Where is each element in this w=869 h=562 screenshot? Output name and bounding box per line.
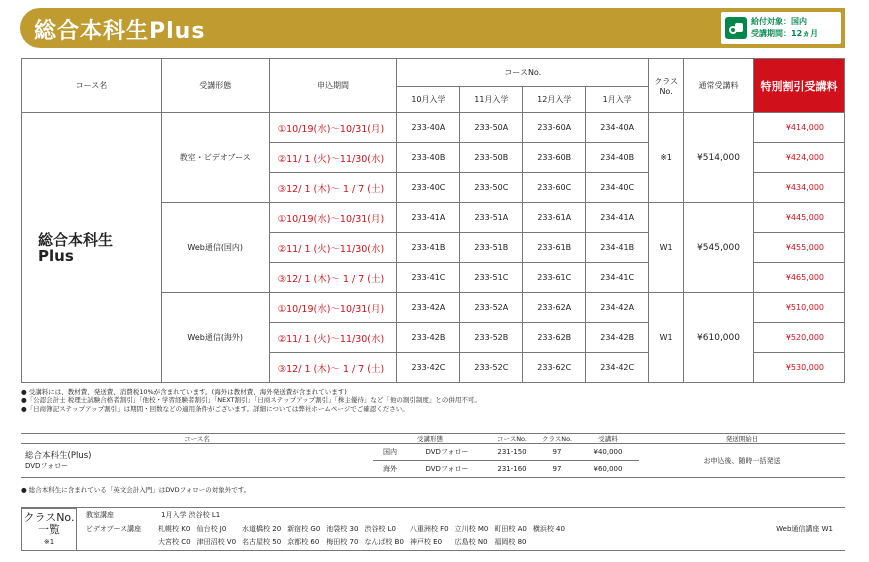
campus-code: 町田校 A0 [494, 525, 527, 533]
campus-code: 水道橋校 20 [242, 525, 282, 533]
campus-code: なんば校 B0 [364, 538, 404, 546]
campus-code: 名古屋校 50 [242, 538, 282, 546]
course-no-cell: 233-52B [460, 323, 523, 353]
dvd-col-course-name: コース名 [21, 434, 373, 444]
col-dec: 12月入学 [523, 87, 586, 113]
dvd-note: ● 総合本科生に含まれている「英文会計入門」はDVDフォローの対象外です。 [21, 486, 251, 494]
course-no-cell: 234-42A [586, 293, 649, 323]
campus-code: 大宮校 C0 [158, 538, 191, 546]
course-no-cell: 234-41C [586, 263, 649, 293]
normal-fee-cell: ¥610,000 [684, 293, 754, 383]
campus-code: 八重洲校 F0 [409, 525, 449, 533]
classroom-value: 1月入学 渋谷校 L1 [161, 511, 221, 519]
course-no-cell: 233-40A [397, 113, 460, 143]
dvd-course-sub: DVDフォロー [25, 461, 69, 470]
campus-code [533, 536, 571, 549]
course-no-cell: 233-51C [460, 263, 523, 293]
special-fee-cell: ¥424,000 [754, 143, 845, 173]
classroom-label: 教室講座 [86, 511, 114, 519]
dvd-form: DVDフォロー [407, 461, 487, 478]
benefit-icon [725, 17, 747, 39]
course-no-cell: 233-50B [460, 143, 523, 173]
course-no-cell: 233-41A [397, 203, 460, 233]
period-cell: ③12/ 1 (木)～ 1 / 7 (土) [269, 263, 397, 293]
col-period: 申込期間 [269, 59, 397, 113]
campus-code: 札幌校 K0 [158, 525, 191, 533]
period-cell: ③12/ 1 (木)～ 1 / 7 (土) [269, 353, 397, 383]
special-fee-cell: ¥455,000 [754, 233, 845, 263]
class-list [21, 507, 845, 551]
course-no-cell: 234-41A [586, 203, 649, 233]
campus-code: 立川校 M0 [454, 525, 489, 533]
col-oct: 10月入学 [397, 87, 460, 113]
dvd-class: 97 [537, 461, 577, 478]
course-no-cell: 233-42C [397, 353, 460, 383]
class-no-cell: ※1 [649, 113, 684, 203]
course-no-cell: 233-60B [523, 143, 586, 173]
course-no-cell: 234-40C [586, 173, 649, 203]
header-bar [20, 8, 845, 48]
col-class: クラス No. [649, 59, 684, 113]
campus-code: 神戸校 E0 [409, 538, 443, 546]
course-no-cell: 233-42A [397, 293, 460, 323]
campus-code: 京都校 60 [287, 538, 320, 546]
col-jan: 1月入学 [586, 87, 649, 113]
period-cell: ②11/ 1 (火)～11/30(水) [269, 143, 397, 173]
period-cell: ②11/ 1 (火)～11/30(水) [269, 233, 397, 263]
course-no-cell: 233-42B [397, 323, 460, 353]
dvd-form: DVDフォロー [407, 444, 487, 461]
campus-code: 津田沼校 V0 [196, 538, 237, 546]
course-no-cell: 233-61A [523, 203, 586, 233]
eligibility-box [721, 12, 841, 44]
course-no-cell: 234-41B [586, 233, 649, 263]
special-fee-cell: ¥465,000 [754, 263, 845, 293]
dvd-course-name: 総合本科生(Plus) [25, 450, 92, 461]
form-cell: 教室・ビデオブース [161, 113, 269, 203]
special-fee-cell: ¥434,000 [754, 173, 845, 203]
course-no-cell: 233-50A [460, 113, 523, 143]
special-fee-cell: ¥510,000 [754, 293, 845, 323]
dvd-ship: お申込後、随時一括発送 [639, 444, 845, 478]
col-nov: 11月入学 [460, 87, 523, 113]
campus-code: 福岡校 80 [494, 538, 527, 546]
web-class: Web通信講座 W1 [776, 525, 833, 533]
course-no-cell: 233-62A [523, 293, 586, 323]
dvd-no: 231-150 [487, 444, 537, 461]
campus-code: 梅田校 70 [326, 538, 359, 546]
course-no-cell: 233-52C [460, 353, 523, 383]
course-no-cell: 233-60A [523, 113, 586, 143]
col-normal-fee: 通常受講料 [684, 59, 754, 113]
class-no-cell: W1 [649, 293, 684, 383]
dvd-no: 231-160 [487, 461, 537, 478]
course-no-cell: 233-51A [460, 203, 523, 233]
campus-code: 仙台校 J0 [196, 525, 227, 533]
course-no-cell: 233-62B [523, 323, 586, 353]
special-fee-cell: ¥445,000 [754, 203, 845, 233]
dvd-region: 海外 [373, 461, 407, 478]
period-cell: ③12/ 1 (木)～ 1 / 7 (土) [269, 173, 397, 203]
col-course-name: コース名 [22, 59, 162, 113]
course-row [22, 113, 845, 143]
period-cell: ①10/19(水)～10/31(月) [269, 293, 397, 323]
normal-fee-cell: ¥545,000 [684, 203, 754, 293]
col-course-no: コースNo. [397, 59, 649, 87]
course-no-cell: 233-61B [523, 233, 586, 263]
course-name: 総合本科生 Plus [22, 113, 162, 383]
note-line: ● 受講料には、教材費、発送費、消費税10%が含まれています。(海外は教材費、海外発送費が含まれています) [21, 388, 347, 396]
course-no-cell: 234-40A [586, 113, 649, 143]
course-no-cell: 233-41B [397, 233, 460, 263]
dvd-col-class: クラスNo. [537, 434, 577, 444]
dvd-region: 国内 [373, 444, 407, 461]
course-no-cell: 234-42C [586, 353, 649, 383]
campus-code: 池袋校 30 [326, 525, 359, 533]
class-list-title [21, 508, 77, 551]
special-fee-cell: ¥520,000 [754, 323, 845, 353]
col-special-fee: 特別割引受講料 [754, 59, 845, 113]
note-line: ●「日商簿記ステップアップ割引」は期間・回数などの適用条件がございます。詳細については弊社ホームページでご確認ください。 [21, 404, 409, 413]
dvd-col-form: 受講形態 [373, 434, 487, 444]
dvd-col-course-no: コースNo. [487, 434, 537, 444]
course-no-cell: 233-62C [523, 353, 586, 383]
campus-code: 広島校 N0 [454, 538, 488, 546]
form-cell: Web通信(国内) [161, 203, 269, 293]
class-list-title-1: クラスNo. [23, 511, 75, 524]
course-no-cell: 234-40B [586, 143, 649, 173]
course-no-cell: 234-42B [586, 323, 649, 353]
dvd-class: 97 [537, 444, 577, 461]
campus-code: 横浜校 40 [532, 525, 565, 533]
video-booth-label: ビデオブース講座 [86, 525, 142, 533]
fee-table [21, 58, 845, 383]
period-cell: ①10/19(水)～10/31(月) [269, 203, 397, 233]
course-no-cell: 233-40B [397, 143, 460, 173]
course-no-cell: 233-40C [397, 173, 460, 203]
campus-code: 新宿校 G0 [287, 525, 321, 533]
dvd-fee: ¥40,000 [577, 444, 639, 461]
note-line: ●「公認会計士 税理士試験合格者割引」「他校・学習経験者割引」「NEXT割引」「日商ステップアップ割引」「株主優待」など「他の割引制度」との併用不可。 [21, 396, 481, 405]
period-cell: ①10/19(水)～10/31(月) [269, 113, 397, 143]
course-no-cell: 233-60C [523, 173, 586, 203]
class-list-title-3: ※1 [43, 538, 55, 546]
eligibility-text: 給付対象：国内 [751, 17, 807, 26]
special-fee-cell: ¥530,000 [754, 353, 845, 383]
course-no-cell: 233-41C [397, 263, 460, 293]
course-no-cell: 233-50C [460, 173, 523, 203]
course-no-cell: 233-51B [460, 233, 523, 263]
dvd-col-fee: 受講料 [577, 434, 639, 444]
dvd-table [21, 433, 845, 478]
special-fee-cell: ¥414,000 [754, 113, 845, 143]
class-list-title-2: 一覧 [38, 523, 60, 536]
notes [21, 388, 481, 413]
normal-fee-cell: ¥514,000 [684, 113, 754, 203]
dvd-fee: ¥60,000 [577, 461, 639, 478]
dvd-col-ship: 発送開始日 [639, 434, 845, 444]
page-title: 総合本科生Plus [34, 19, 206, 44]
form-cell: Web通信(海外) [161, 293, 269, 383]
course-no-cell: 233-61C [523, 263, 586, 293]
duration-text: 受講期間：12ヵ月 [751, 29, 819, 38]
campus-code: 渋谷校 L0 [364, 525, 397, 533]
col-form: 受講形態 [161, 59, 269, 113]
class-no-cell: W1 [649, 203, 684, 293]
course-no-cell: 233-52A [460, 293, 523, 323]
period-cell: ②11/ 1 (火)～11/30(水) [269, 323, 397, 353]
